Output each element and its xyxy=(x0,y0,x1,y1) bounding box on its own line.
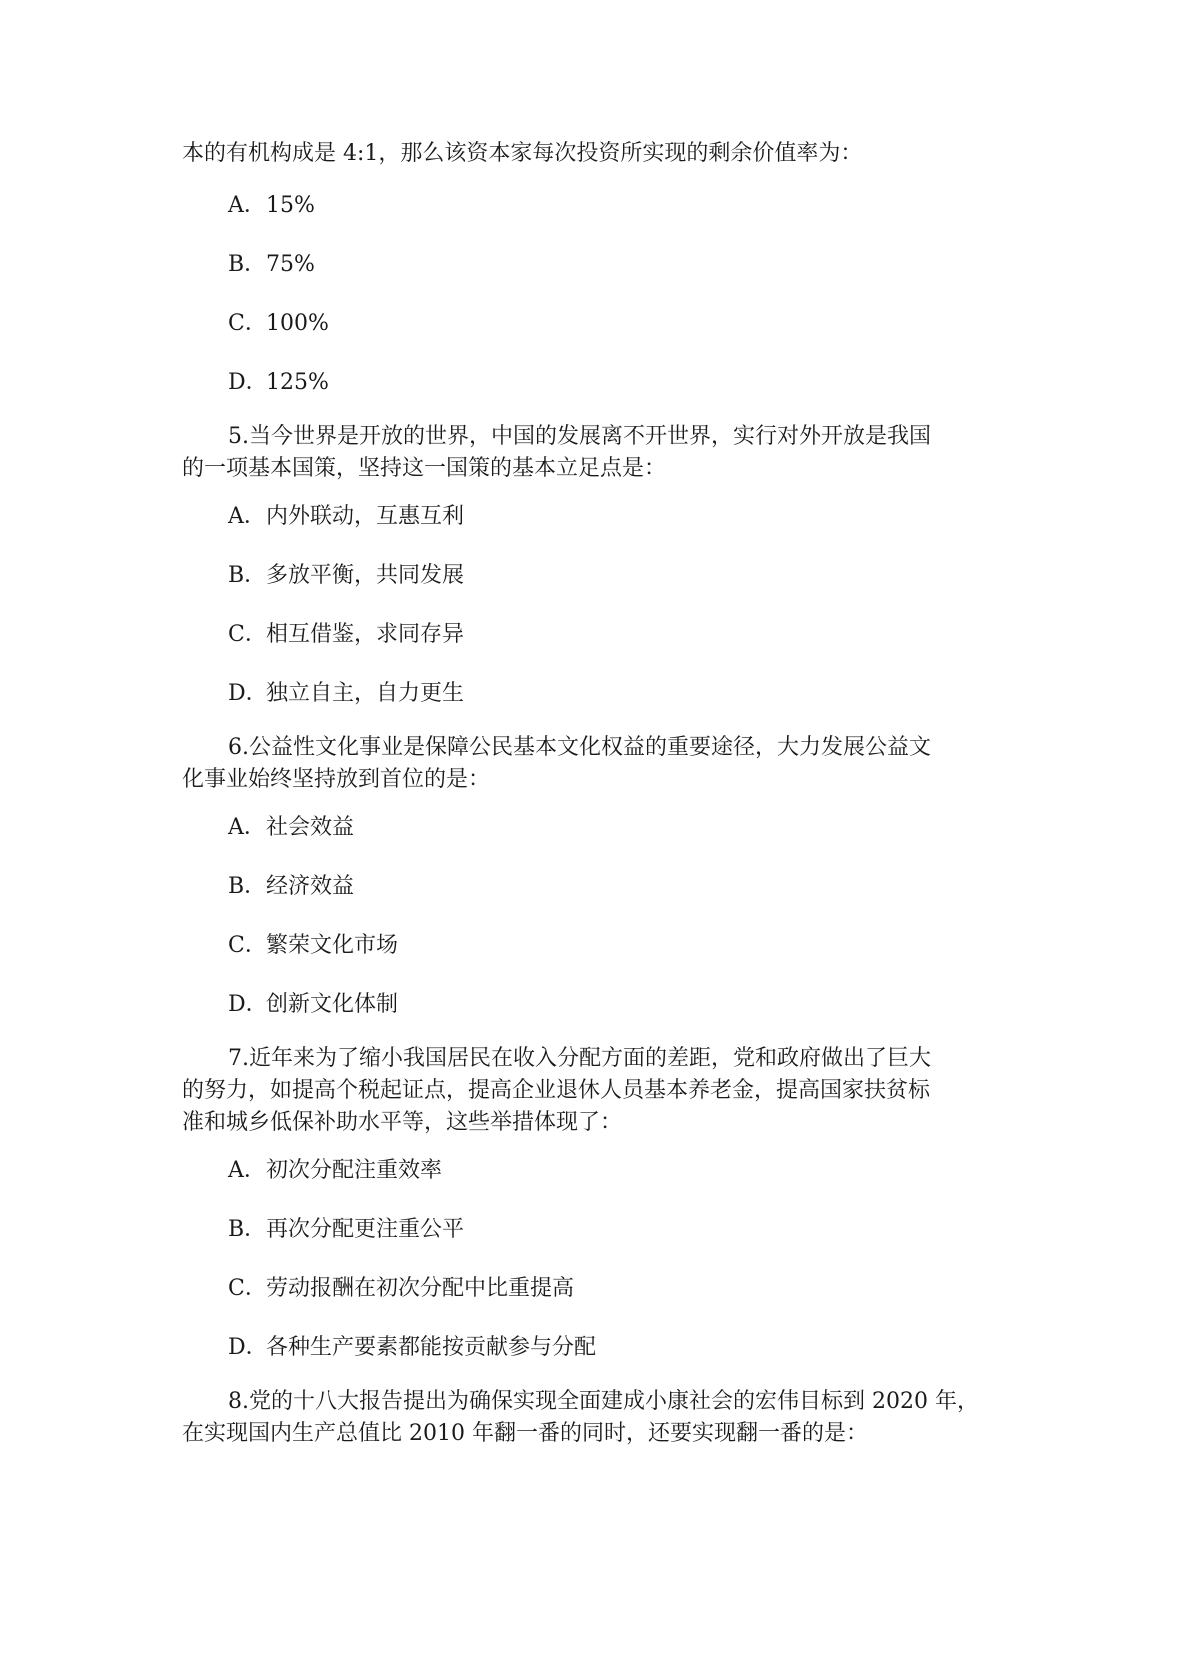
option-text: 独立自主，自力更生 xyxy=(266,681,465,706)
question-7-option-c xyxy=(182,1273,1022,1305)
option-text: 各种生产要素都能按贡献参与分配 xyxy=(266,1335,597,1360)
option-letter: A． xyxy=(228,504,266,529)
option-letter: A． xyxy=(228,193,266,218)
option-text: 125% xyxy=(266,370,329,395)
option-text: 经济效益 xyxy=(266,874,355,899)
option-letter: C． xyxy=(228,1276,267,1301)
option-letter: C． xyxy=(228,622,267,647)
option-letter: D． xyxy=(228,1335,268,1360)
question-4-option-c xyxy=(182,308,1022,340)
question-4-option-d xyxy=(182,367,1022,399)
question-4-option-b xyxy=(182,249,1022,281)
question-8-line-2: 在实现国内生产总值比 2010 年翻一番的同时，还要实现翻一番的是： xyxy=(182,1421,868,1446)
question-5-option-d xyxy=(182,678,1022,710)
option-text: 繁荣文化市场 xyxy=(266,933,399,958)
question-7-line-1: 7.近年来为了缩小我国居民在收入分配方面的差距，党和政府做出了巨大 xyxy=(228,1046,931,1071)
option-text: 再次分配更注重公平 xyxy=(266,1217,465,1242)
question-5-option-c xyxy=(182,619,1022,651)
question-4-option-a xyxy=(182,190,1022,222)
question-7-line-2: 的努力，如提高个税起证点，提高企业退休人员基本养老金，提高国家扶贫标 xyxy=(182,1078,931,1103)
question-4-options xyxy=(182,190,1022,399)
question-8-line-1: 8.党的十八大报告提出为确保实现全面建成小康社会的宏伟目标到 2020 年， xyxy=(228,1389,979,1414)
option-text: 15% xyxy=(266,193,315,218)
option-text: 100% xyxy=(266,311,329,336)
question-4-continuation: 本的有机构成是 4:1，那么该资本家每次投资所实现的剩余价值率为： xyxy=(182,141,863,166)
document-page xyxy=(182,138,1022,1466)
question-5-stem xyxy=(182,421,1022,485)
question-5-options xyxy=(182,501,1022,710)
option-text: 创新文化体制 xyxy=(266,992,399,1017)
option-letter: B． xyxy=(228,874,267,899)
option-letter: A． xyxy=(228,1158,266,1183)
option-letter: D． xyxy=(228,681,268,706)
option-letter: B． xyxy=(228,563,267,588)
question-6-line-1: 6.公益性文化事业是保障公民基本文化权益的重要途径，大力发展公益文 xyxy=(228,735,931,760)
option-text: 内外联动，互惠互利 xyxy=(266,504,465,529)
question-7-options xyxy=(182,1155,1022,1364)
option-text: 社会效益 xyxy=(266,815,355,840)
option-letter: B． xyxy=(228,252,267,277)
question-7-option-a xyxy=(182,1155,1022,1187)
question-6-option-a xyxy=(182,812,1022,844)
question-6-option-b xyxy=(182,871,1022,903)
option-letter: A． xyxy=(228,815,266,840)
question-7-option-b xyxy=(182,1214,1022,1246)
question-5-option-a xyxy=(182,501,1022,533)
question-6-option-c xyxy=(182,930,1022,962)
question-6-line-2: 化事业始终坚持放到首位的是： xyxy=(182,767,491,792)
option-text: 多放平衡，共同发展 xyxy=(266,563,465,588)
option-text: 劳动报酬在初次分配中比重提高 xyxy=(266,1276,575,1301)
option-letter: C． xyxy=(228,933,267,958)
option-letter: D． xyxy=(228,370,268,395)
option-text: 初次分配注重效率 xyxy=(266,1158,443,1183)
option-letter: D． xyxy=(228,992,268,1017)
question-5-line-1: 5.当今世界是开放的世界，中国的发展离不开世界，实行对外开放是我国 xyxy=(228,424,931,449)
option-letter: C． xyxy=(228,311,267,336)
option-letter: B． xyxy=(228,1217,267,1242)
question-6-options xyxy=(182,812,1022,1021)
question-5-line-2: 的一项基本国策，坚持这一国策的基本立足点是： xyxy=(182,456,667,481)
question-7-line-3: 准和城乡低保补助水平等，这些举措体现了： xyxy=(182,1110,623,1135)
question-8-stem xyxy=(182,1386,1022,1450)
question-6-stem xyxy=(182,732,1022,796)
option-text: 75% xyxy=(266,252,315,277)
option-text: 相互借鉴，求同存异 xyxy=(266,622,465,647)
question-5-option-b xyxy=(182,560,1022,592)
question-6-option-d xyxy=(182,989,1022,1021)
question-7-option-d xyxy=(182,1332,1022,1364)
question-7-stem xyxy=(182,1043,1022,1139)
